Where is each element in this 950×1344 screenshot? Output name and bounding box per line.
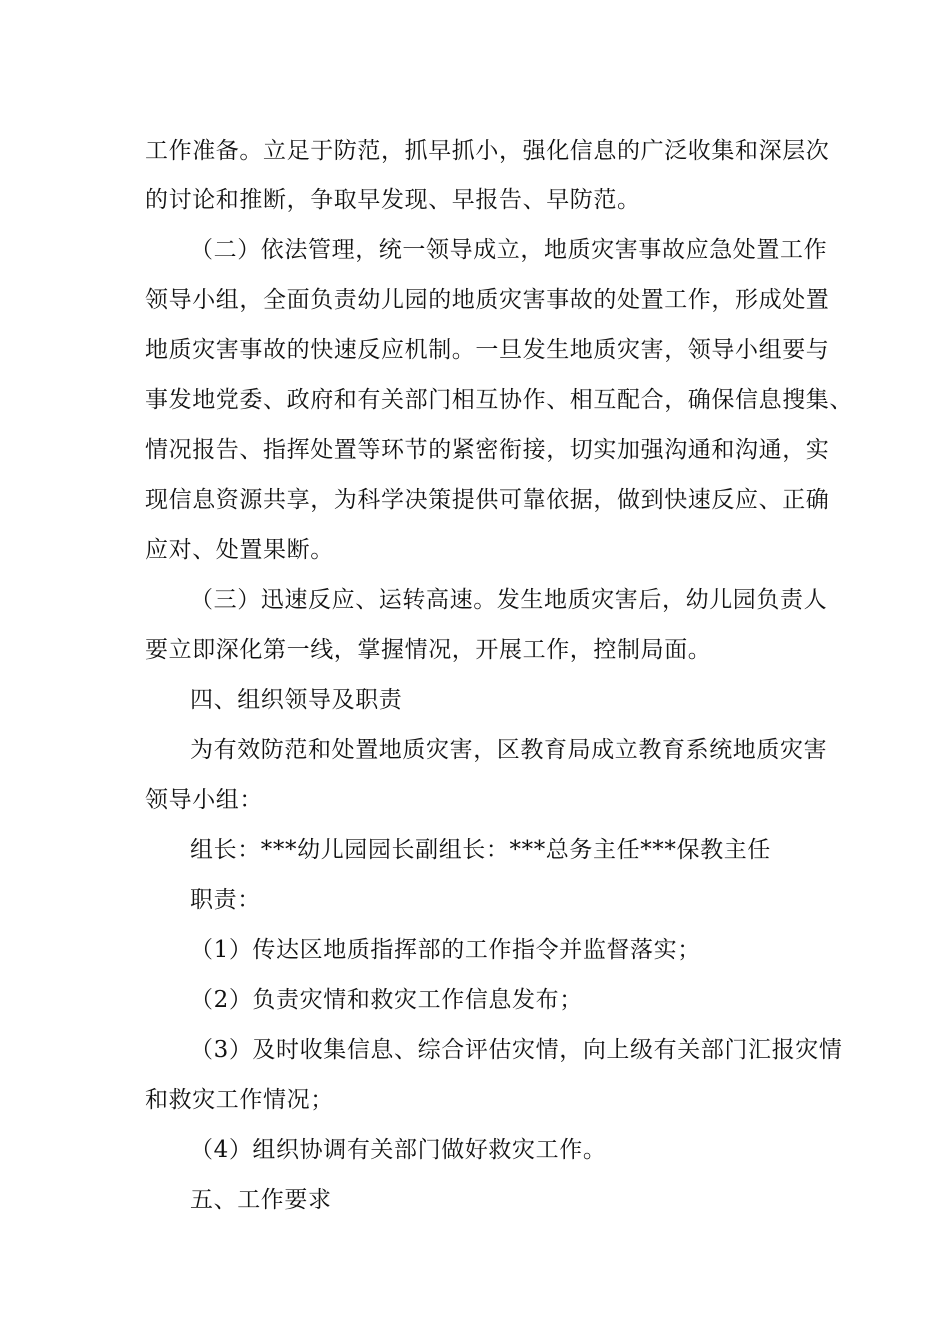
paragraph-line: 应对、处置果断。 xyxy=(145,537,334,563)
paragraph-line: 为有效防范和处置地质灾害，区教育局成立教育系统地质灾害 xyxy=(190,737,828,763)
paragraph-line: 事发地党委、政府和有关部门相互协作、相互配合，确保信息搜集、 xyxy=(145,387,853,413)
paragraph-line: 情况报告、指挥处置等环节的紧密衔接，切实加强沟通和沟通，实 xyxy=(145,437,830,463)
list-item: （4）组织协调有关部门做好救灾工作。 xyxy=(190,1137,607,1163)
paragraph-line: 的讨论和推断，争取早发现、早报告、早防范。 xyxy=(145,187,641,213)
list-item: （3）及时收集信息、综合评估灾情，向上级有关部门汇报灾情 xyxy=(190,1037,843,1063)
paragraph-line: 现信息资源共享，为科学决策提供可靠依据，做到快速反应、正确 xyxy=(145,487,830,513)
list-item-continuation: 和救灾工作情况； xyxy=(145,1087,334,1113)
list-item: （1）传达区地质指挥部的工作指令并监督落实； xyxy=(190,937,701,963)
paragraph-line: （三）迅速反应、运转高速。发生地质灾害后，幼儿园负责人 xyxy=(190,587,828,613)
list-item: （2）负责灾情和救灾工作信息发布； xyxy=(190,987,583,1013)
paragraph-line: 地质灾害事故的快速反应机制。一旦发生地质灾害，领导小组要与 xyxy=(145,337,830,363)
paragraph-line: 领导小组： xyxy=(145,787,263,813)
paragraph-line: 职责： xyxy=(190,887,261,913)
paragraph-line: （二）依法管理，统一领导成立，地质灾害事故应急处置工作 xyxy=(190,237,828,263)
paragraph-line: 工作准备。立足于防范，抓早抓小，强化信息的广泛收集和深层次 xyxy=(145,138,830,164)
paragraph-line: 组长：***幼儿园园长副组长：***总务主任***保教主任 xyxy=(190,837,771,863)
paragraph-line: 领导小组，全面负责幼儿园的地质灾害事故的处置工作，形成处置 xyxy=(145,287,830,313)
section-heading: 五、工作要求 xyxy=(190,1187,332,1213)
section-heading: 四、组织领导及职责 xyxy=(190,687,403,713)
paragraph-line: 要立即深化第一线，掌握情况，开展工作，控制局面。 xyxy=(145,637,712,663)
